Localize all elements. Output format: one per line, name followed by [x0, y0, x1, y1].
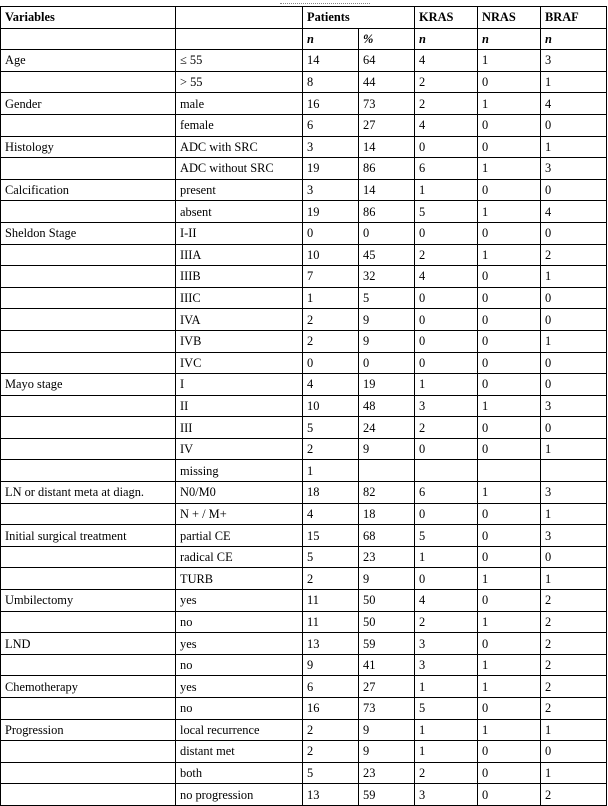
- variable-cell: [1, 460, 176, 482]
- variable-cell: [1, 287, 176, 309]
- kras-cell: 2: [415, 244, 478, 266]
- category-cell: no progression: [176, 784, 303, 806]
- braf-cell: 0: [541, 179, 607, 201]
- kras-cell: 2: [415, 71, 478, 93]
- subheader-row: [1, 28, 607, 50]
- table-row: [1, 482, 607, 504]
- patients-n-cell: 2: [303, 568, 359, 590]
- variable-cell: LN or distant meta at diagn.: [1, 482, 176, 504]
- category-cell: yes: [176, 590, 303, 612]
- category-cell: female: [176, 114, 303, 136]
- patients-percent-cell: [359, 460, 415, 482]
- kras-cell: 5: [415, 201, 478, 223]
- nras-cell: 0: [478, 417, 541, 439]
- variable-cell: [1, 352, 176, 374]
- kras-cell: 1: [415, 676, 478, 698]
- category-cell: both: [176, 762, 303, 784]
- patients-n-cell: 6: [303, 676, 359, 698]
- kras-cell: 0: [415, 438, 478, 460]
- variable-cell: [1, 395, 176, 417]
- nras-cell: 0: [478, 741, 541, 763]
- patients-n-cell: 15: [303, 525, 359, 547]
- category-cell: TURB: [176, 568, 303, 590]
- nras-cell: 1: [478, 676, 541, 698]
- table-row: [1, 50, 607, 72]
- patients-n-cell: 13: [303, 784, 359, 806]
- patients-n-cell: 9: [303, 654, 359, 676]
- category-cell: radical CE: [176, 546, 303, 568]
- patients-n-cell: 0: [303, 222, 359, 244]
- patients-n-cell: 5: [303, 417, 359, 439]
- variable-cell: [1, 330, 176, 352]
- table-row: [1, 460, 607, 482]
- patients-n-cell: 18: [303, 482, 359, 504]
- header-kras: KRAS: [415, 7, 478, 29]
- category-cell: I: [176, 374, 303, 396]
- variable-cell: [1, 503, 176, 525]
- category-cell: missing: [176, 460, 303, 482]
- table-row: [1, 374, 607, 396]
- braf-cell: 2: [541, 633, 607, 655]
- variable-cell: [1, 158, 176, 180]
- category-cell: no: [176, 698, 303, 720]
- kras-cell: 2: [415, 417, 478, 439]
- category-cell: I-II: [176, 222, 303, 244]
- header-row: [1, 7, 607, 29]
- category-cell: no: [176, 654, 303, 676]
- table-row: [1, 309, 607, 331]
- nras-cell: 0: [478, 287, 541, 309]
- nras-cell: 1: [478, 395, 541, 417]
- subheader-nras-n: n: [478, 28, 541, 50]
- braf-cell: 1: [541, 136, 607, 158]
- nras-cell: 1: [478, 482, 541, 504]
- patients-percent-cell: 27: [359, 676, 415, 698]
- category-cell: present: [176, 179, 303, 201]
- category-cell: IIIB: [176, 266, 303, 288]
- braf-cell: 3: [541, 158, 607, 180]
- category-cell: IVC: [176, 352, 303, 374]
- variable-cell: [1, 741, 176, 763]
- nras-cell: 0: [478, 784, 541, 806]
- braf-cell: 2: [541, 654, 607, 676]
- header-variables: Variables: [1, 7, 176, 29]
- table-row: [1, 114, 607, 136]
- nras-cell: 0: [478, 114, 541, 136]
- braf-cell: 1: [541, 568, 607, 590]
- patients-n-cell: 4: [303, 374, 359, 396]
- variable-cell: [1, 309, 176, 331]
- subheader-braf-n: n: [541, 28, 607, 50]
- patients-percent-cell: 50: [359, 590, 415, 612]
- patients-percent-cell: 44: [359, 71, 415, 93]
- patients-percent-cell: 23: [359, 762, 415, 784]
- patients-n-cell: 5: [303, 546, 359, 568]
- patients-percent-cell: 9: [359, 330, 415, 352]
- nras-cell: 0: [478, 633, 541, 655]
- header-nras: NRAS: [478, 7, 541, 29]
- variable-cell: [1, 244, 176, 266]
- table-row: [1, 136, 607, 158]
- category-cell: IVB: [176, 330, 303, 352]
- patients-n-cell: 2: [303, 719, 359, 741]
- header-braf: BRAF: [541, 7, 607, 29]
- braf-cell: [541, 460, 607, 482]
- patients-percent-cell: 9: [359, 309, 415, 331]
- kras-cell: 2: [415, 93, 478, 115]
- table-row: [1, 503, 607, 525]
- patients-n-cell: 19: [303, 201, 359, 223]
- kras-cell: 0: [415, 568, 478, 590]
- table-row: [1, 741, 607, 763]
- table-row: [1, 222, 607, 244]
- kras-cell: 0: [415, 136, 478, 158]
- braf-cell: 0: [541, 352, 607, 374]
- kras-cell: 3: [415, 395, 478, 417]
- category-cell: partial CE: [176, 525, 303, 547]
- patients-n-cell: 4: [303, 503, 359, 525]
- nras-cell: 1: [478, 244, 541, 266]
- table-row: [1, 244, 607, 266]
- category-cell: male: [176, 93, 303, 115]
- kras-cell: 2: [415, 611, 478, 633]
- kras-cell: 1: [415, 179, 478, 201]
- category-cell: yes: [176, 633, 303, 655]
- variable-cell: [1, 201, 176, 223]
- category-cell: IIIC: [176, 287, 303, 309]
- table-row: [1, 158, 607, 180]
- braf-cell: 3: [541, 50, 607, 72]
- braf-cell: 1: [541, 71, 607, 93]
- table-row: [1, 784, 607, 806]
- kras-cell: 0: [415, 503, 478, 525]
- variable-cell: Age: [1, 50, 176, 72]
- table-row: [1, 330, 607, 352]
- braf-cell: 3: [541, 525, 607, 547]
- patients-percent-cell: 64: [359, 50, 415, 72]
- category-cell: ADC without SRC: [176, 158, 303, 180]
- table-row: [1, 762, 607, 784]
- kras-cell: 0: [415, 330, 478, 352]
- table-row: [1, 93, 607, 115]
- patients-n-cell: 8: [303, 71, 359, 93]
- patients-percent-cell: 50: [359, 611, 415, 633]
- kras-cell: 4: [415, 114, 478, 136]
- category-cell: ≤ 55: [176, 50, 303, 72]
- table-row: [1, 719, 607, 741]
- patients-n-cell: 11: [303, 590, 359, 612]
- patients-n-cell: 16: [303, 698, 359, 720]
- patients-n-cell: 7: [303, 266, 359, 288]
- patients-n-cell: 19: [303, 158, 359, 180]
- patients-n-cell: 11: [303, 611, 359, 633]
- category-cell: absent: [176, 201, 303, 223]
- nras-cell: 0: [478, 590, 541, 612]
- category-cell: IIIA: [176, 244, 303, 266]
- kras-cell: 6: [415, 482, 478, 504]
- patients-percent-cell: 48: [359, 395, 415, 417]
- category-cell: IV: [176, 438, 303, 460]
- variable-cell: Progression: [1, 719, 176, 741]
- nras-cell: 0: [478, 179, 541, 201]
- table-row: [1, 438, 607, 460]
- nras-cell: 1: [478, 201, 541, 223]
- patients-percent-cell: 73: [359, 698, 415, 720]
- variable-cell: Mayo stage: [1, 374, 176, 396]
- variable-cell: [1, 568, 176, 590]
- table-row: [1, 266, 607, 288]
- braf-cell: 1: [541, 330, 607, 352]
- variable-cell: [1, 417, 176, 439]
- table-body: [1, 50, 607, 806]
- variable-cell: [1, 71, 176, 93]
- table-row: [1, 287, 607, 309]
- patients-percent-cell: 73: [359, 93, 415, 115]
- patients-percent-cell: 24: [359, 417, 415, 439]
- patients-percent-cell: 9: [359, 438, 415, 460]
- nras-cell: 0: [478, 330, 541, 352]
- patients-percent-cell: 86: [359, 158, 415, 180]
- braf-cell: 1: [541, 503, 607, 525]
- subheader-n: n: [303, 28, 359, 50]
- patients-percent-cell: 14: [359, 179, 415, 201]
- category-cell: N + / M+: [176, 503, 303, 525]
- variable-cell: LND: [1, 633, 176, 655]
- variable-cell: Initial surgical treatment: [1, 525, 176, 547]
- braf-cell: 3: [541, 395, 607, 417]
- patients-percent-cell: 9: [359, 719, 415, 741]
- patients-percent-cell: 86: [359, 201, 415, 223]
- kras-cell: 4: [415, 590, 478, 612]
- variable-cell: [1, 438, 176, 460]
- kras-cell: 0: [415, 287, 478, 309]
- variable-cell: [1, 698, 176, 720]
- nras-cell: 1: [478, 611, 541, 633]
- kras-cell: 0: [415, 309, 478, 331]
- patients-n-cell: 13: [303, 633, 359, 655]
- nras-cell: 1: [478, 158, 541, 180]
- patients-n-cell: 2: [303, 309, 359, 331]
- nras-cell: 0: [478, 309, 541, 331]
- nras-cell: 0: [478, 136, 541, 158]
- nras-cell: 0: [478, 698, 541, 720]
- table-row: [1, 179, 607, 201]
- nras-cell: 1: [478, 568, 541, 590]
- braf-cell: 4: [541, 93, 607, 115]
- patients-percent-cell: 9: [359, 568, 415, 590]
- braf-cell: 0: [541, 309, 607, 331]
- braf-cell: 1: [541, 266, 607, 288]
- variable-cell: Chemotherapy: [1, 676, 176, 698]
- nras-cell: 0: [478, 352, 541, 374]
- table-row: [1, 654, 607, 676]
- braf-cell: 3: [541, 482, 607, 504]
- patients-percent-cell: 59: [359, 784, 415, 806]
- braf-cell: 0: [541, 546, 607, 568]
- patients-percent-cell: 68: [359, 525, 415, 547]
- variable-cell: [1, 266, 176, 288]
- variable-cell: Calcification: [1, 179, 176, 201]
- variable-cell: [1, 654, 176, 676]
- nras-cell: 0: [478, 374, 541, 396]
- table-row: [1, 71, 607, 93]
- patients-n-cell: 6: [303, 114, 359, 136]
- patients-n-cell: 1: [303, 287, 359, 309]
- patients-percent-cell: 27: [359, 114, 415, 136]
- nras-cell: 0: [478, 266, 541, 288]
- category-cell: ADC with SRC: [176, 136, 303, 158]
- table-row: [1, 698, 607, 720]
- nras-cell: 1: [478, 719, 541, 741]
- kras-cell: 4: [415, 50, 478, 72]
- nras-cell: 0: [478, 762, 541, 784]
- patients-n-cell: 3: [303, 179, 359, 201]
- patients-n-cell: 0: [303, 352, 359, 374]
- kras-cell: 1: [415, 719, 478, 741]
- category-cell: no: [176, 611, 303, 633]
- category-cell: III: [176, 417, 303, 439]
- patients-n-cell: 14: [303, 50, 359, 72]
- kras-cell: 1: [415, 741, 478, 763]
- patients-n-cell: 2: [303, 741, 359, 763]
- patients-percent-cell: 14: [359, 136, 415, 158]
- patients-n-cell: 10: [303, 395, 359, 417]
- braf-cell: 2: [541, 784, 607, 806]
- table-row: [1, 352, 607, 374]
- table-row: [1, 590, 607, 612]
- patients-n-cell: 2: [303, 438, 359, 460]
- variable-cell: Histology: [1, 136, 176, 158]
- category-cell: IVA: [176, 309, 303, 331]
- variable-cell: [1, 762, 176, 784]
- patients-percent-cell: 23: [359, 546, 415, 568]
- nras-cell: 1: [478, 93, 541, 115]
- table-row: [1, 676, 607, 698]
- patients-percent-cell: 5: [359, 287, 415, 309]
- nras-cell: 0: [478, 222, 541, 244]
- kras-cell: 5: [415, 525, 478, 547]
- nras-cell: 0: [478, 438, 541, 460]
- braf-cell: 2: [541, 590, 607, 612]
- patients-percent-cell: 0: [359, 222, 415, 244]
- kras-cell: 5: [415, 698, 478, 720]
- variables-table: [0, 6, 607, 806]
- patients-percent-cell: 32: [359, 266, 415, 288]
- kras-cell: 2: [415, 762, 478, 784]
- subheader-empty-1: [1, 28, 176, 50]
- category-cell: local recurrence: [176, 719, 303, 741]
- category-cell: yes: [176, 676, 303, 698]
- patients-percent-cell: 19: [359, 374, 415, 396]
- patients-n-cell: 16: [303, 93, 359, 115]
- patients-percent-cell: 9: [359, 741, 415, 763]
- kras-cell: 4: [415, 266, 478, 288]
- patients-percent-cell: 18: [359, 503, 415, 525]
- braf-cell: 1: [541, 719, 607, 741]
- braf-cell: 0: [541, 374, 607, 396]
- braf-cell: 2: [541, 698, 607, 720]
- category-cell: N0/M0: [176, 482, 303, 504]
- patients-n-cell: 2: [303, 330, 359, 352]
- kras-cell: 0: [415, 222, 478, 244]
- category-cell: distant met: [176, 741, 303, 763]
- category-cell: > 55: [176, 71, 303, 93]
- variable-cell: Gender: [1, 93, 176, 115]
- variable-cell: [1, 114, 176, 136]
- variable-cell: [1, 784, 176, 806]
- table-row: [1, 568, 607, 590]
- braf-cell: 4: [541, 201, 607, 223]
- braf-cell: 1: [541, 438, 607, 460]
- variable-cell: Umbilectomy: [1, 590, 176, 612]
- braf-cell: 2: [541, 676, 607, 698]
- variable-cell: Sheldon Stage: [1, 222, 176, 244]
- nras-cell: 0: [478, 503, 541, 525]
- nras-cell: 0: [478, 546, 541, 568]
- table-row: [1, 633, 607, 655]
- subheader-kras-n: n: [415, 28, 478, 50]
- table-row: [1, 525, 607, 547]
- braf-cell: 2: [541, 244, 607, 266]
- nras-cell: 1: [478, 654, 541, 676]
- braf-cell: 0: [541, 741, 607, 763]
- patients-percent-cell: 45: [359, 244, 415, 266]
- patients-percent-cell: 59: [359, 633, 415, 655]
- braf-cell: 0: [541, 417, 607, 439]
- braf-cell: 0: [541, 287, 607, 309]
- kras-cell: 6: [415, 158, 478, 180]
- patients-n-cell: 1: [303, 460, 359, 482]
- kras-cell: 1: [415, 546, 478, 568]
- subheader-empty-2: [176, 28, 303, 50]
- patients-percent-cell: 82: [359, 482, 415, 504]
- table-row: [1, 201, 607, 223]
- kras-cell: [415, 460, 478, 482]
- nras-cell: 0: [478, 71, 541, 93]
- patients-n-cell: 10: [303, 244, 359, 266]
- braf-cell: 0: [541, 114, 607, 136]
- kras-cell: 1: [415, 374, 478, 396]
- braf-cell: 2: [541, 611, 607, 633]
- patients-n-cell: 5: [303, 762, 359, 784]
- nras-cell: 1: [478, 50, 541, 72]
- table-row: [1, 611, 607, 633]
- variable-cell: [1, 611, 176, 633]
- braf-cell: 0: [541, 222, 607, 244]
- patients-percent-cell: 41: [359, 654, 415, 676]
- table-row: [1, 417, 607, 439]
- nras-cell: 0: [478, 525, 541, 547]
- table-row: [1, 546, 607, 568]
- variable-cell: [1, 546, 176, 568]
- nras-cell: [478, 460, 541, 482]
- kras-cell: 3: [415, 633, 478, 655]
- patients-n-cell: 3: [303, 136, 359, 158]
- patients-percent-cell: 0: [359, 352, 415, 374]
- kras-cell: 3: [415, 784, 478, 806]
- kras-cell: 3: [415, 654, 478, 676]
- kras-cell: 0: [415, 352, 478, 374]
- subheader-percent: %: [359, 28, 415, 50]
- header-subcategory: [176, 7, 303, 29]
- braf-cell: 1: [541, 762, 607, 784]
- header-patients: Patients: [303, 7, 415, 29]
- table-row: [1, 395, 607, 417]
- category-cell: II: [176, 395, 303, 417]
